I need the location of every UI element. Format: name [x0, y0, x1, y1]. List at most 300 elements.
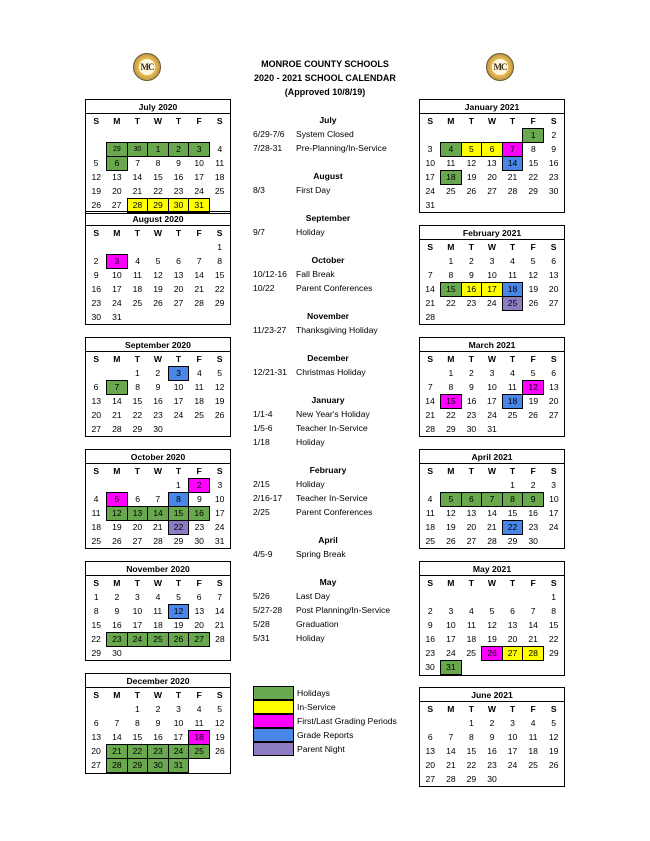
day-cell: 4	[217, 144, 223, 154]
day-cell: 18	[528, 746, 538, 756]
day-cell: 22	[132, 410, 143, 420]
day-cell: 16	[189, 506, 210, 520]
day-cell	[441, 310, 462, 324]
day-cell: 18	[153, 619, 163, 630]
event-row	[253, 225, 443, 239]
week-row	[86, 156, 230, 170]
weekday-label: W	[153, 354, 163, 364]
day-cell: 17	[173, 396, 184, 406]
event-month-heading: November	[306, 311, 350, 321]
day-cell: 24	[425, 186, 436, 196]
legend-item	[253, 742, 433, 756]
day-cell: 28	[153, 536, 163, 546]
weekday-label: W	[153, 690, 163, 700]
day-cell: 9	[155, 718, 161, 728]
weekday-label: T	[134, 690, 141, 700]
day-cell: 24	[214, 522, 225, 532]
week-row	[86, 268, 230, 282]
month-title: March 2021	[420, 338, 564, 352]
day-cell: 30	[194, 536, 204, 546]
weekday-label: T	[468, 578, 475, 588]
event-description: Christmas Holiday	[296, 367, 366, 377]
weekday-label: T	[134, 228, 141, 238]
day-cell	[189, 758, 210, 772]
day-cell: 5	[489, 606, 495, 616]
month-calendar	[85, 211, 231, 325]
day-cell: 28	[507, 186, 518, 196]
legend-label: Grade Reports	[297, 730, 354, 740]
day-cell: 25	[466, 648, 476, 658]
day-cell: 25	[194, 410, 204, 420]
event-date: 5/31	[253, 633, 270, 643]
day-cell	[209, 128, 230, 142]
day-cell: 22	[502, 520, 523, 534]
event-date: 2/15	[253, 479, 270, 489]
day-cell	[86, 128, 107, 142]
day-cell: 26	[91, 200, 102, 210]
day-cell: 21	[194, 284, 204, 294]
day-cell: 14	[132, 172, 143, 182]
day-cell: 13	[91, 396, 102, 406]
day-cell: 11	[507, 381, 517, 392]
day-cell: 10	[549, 494, 559, 504]
day-cell	[86, 702, 107, 716]
day-cell: 10	[194, 158, 204, 169]
day-cell: 3	[427, 144, 433, 154]
week-row	[86, 534, 230, 548]
week-row	[86, 506, 230, 520]
weekday-label: M	[113, 466, 121, 476]
day-cell: 21	[486, 522, 497, 532]
day-cell: 17	[446, 634, 456, 644]
weekday-label: T	[468, 242, 475, 252]
day-cell: 23	[91, 298, 102, 308]
day-cell: 20	[91, 410, 102, 420]
day-cell	[127, 310, 148, 324]
day-cell: 9	[155, 382, 161, 392]
day-cell: 17	[425, 172, 435, 182]
weekday-label: T	[175, 116, 182, 126]
day-cell	[107, 478, 128, 492]
day-cell: 4	[530, 718, 536, 728]
day-cell: 18	[502, 282, 523, 296]
day-cell	[523, 772, 544, 786]
week-row	[86, 716, 230, 730]
week-row	[86, 744, 230, 758]
event-description: Spring Break	[296, 549, 346, 559]
month-calendar	[85, 99, 231, 214]
week-row	[86, 632, 230, 646]
week-row	[86, 758, 230, 772]
weekday-label: W	[153, 578, 163, 588]
day-cell: 15	[507, 508, 518, 518]
day-cell: 16	[112, 619, 122, 630]
day-cell: 2	[469, 368, 474, 378]
weekday-label: T	[175, 353, 182, 364]
day-cell: 15	[548, 620, 559, 630]
day-cell: 12	[446, 508, 456, 519]
legend-label: First/Last Grading Periods	[297, 716, 397, 726]
legend-label: In-Service	[297, 702, 336, 712]
weekday-label: S	[216, 690, 223, 700]
day-cell: 2	[189, 478, 210, 492]
day-cell: 9	[469, 269, 474, 280]
weekday-label: M	[113, 578, 121, 588]
legend-swatch	[253, 714, 294, 728]
weekday-label: T	[468, 704, 475, 714]
day-cell: 23	[466, 298, 477, 309]
legend-label: Holidays	[297, 688, 330, 698]
month-title: September 2020	[86, 338, 230, 352]
day-cell: 28	[425, 312, 436, 322]
event-spacer	[253, 449, 443, 463]
day-cell	[107, 366, 128, 380]
weekday-label: T	[134, 466, 141, 476]
day-cell: 27	[173, 298, 184, 308]
month-calendar	[85, 561, 231, 661]
day-cell: 1	[448, 256, 454, 266]
day-cell: 16	[461, 282, 482, 296]
week-row	[86, 310, 230, 324]
event-row	[253, 589, 443, 603]
weekday-label: T	[134, 116, 141, 126]
day-cell: 10	[132, 606, 143, 616]
day-cell	[543, 772, 564, 786]
event-row	[253, 281, 443, 295]
event-date: 1/5-6	[253, 423, 273, 433]
day-cell: 22	[214, 284, 225, 294]
day-cell: 3	[551, 480, 557, 490]
week-row	[86, 394, 230, 408]
day-cell: 27	[548, 410, 559, 420]
event-date: 5/26	[253, 591, 270, 601]
day-cell: 10	[214, 494, 225, 504]
weekday-label: F	[196, 116, 202, 126]
day-cell: 18	[502, 394, 523, 408]
day-cell: 16	[153, 731, 163, 742]
weekday-label: T	[175, 578, 182, 588]
weekday-label: S	[93, 578, 100, 588]
event-description: Pre-Planning/In-Service	[296, 143, 387, 153]
weekday-label: F	[196, 578, 202, 588]
day-cell: 13	[425, 746, 436, 756]
day-cell	[127, 128, 148, 142]
day-cell: 23	[425, 648, 436, 658]
event-description: Post Planning/In-Service	[296, 605, 391, 615]
day-cell: 22	[466, 760, 477, 770]
day-cell: 7	[502, 142, 523, 156]
day-cell: 8	[530, 144, 536, 155]
day-cell: 25	[148, 632, 169, 646]
event-description: System Closed	[296, 129, 354, 139]
day-cell: 27	[466, 536, 477, 546]
day-cell: 19	[153, 284, 163, 294]
day-cell: 24	[487, 410, 497, 420]
day-cell: 4	[135, 256, 141, 266]
weekday-label: S	[550, 578, 557, 588]
event-month-heading: January	[311, 395, 345, 405]
day-cell: 2	[93, 256, 99, 266]
day-cell: 3	[176, 704, 181, 714]
weekday-label: W	[487, 354, 497, 364]
day-cell: 13	[91, 732, 102, 742]
day-cell: 1	[551, 592, 557, 602]
day-cell: 17	[507, 746, 518, 756]
day-cell: 26	[548, 760, 559, 770]
week-row	[420, 716, 564, 730]
day-cell: 22	[168, 520, 189, 534]
day-cell	[523, 660, 544, 674]
day-cell: 28	[425, 424, 436, 434]
day-cell: 8	[155, 158, 161, 169]
day-cell: 9	[489, 732, 495, 742]
day-cell	[127, 240, 148, 254]
day-cell: 23	[107, 632, 128, 646]
day-cell: 2	[469, 256, 474, 266]
day-cell: 8	[448, 381, 454, 392]
day-cell: 17	[112, 284, 122, 294]
day-cell: 18	[214, 172, 225, 182]
day-cell: 4	[93, 494, 99, 504]
day-cell: 20	[112, 186, 122, 196]
day-cell: 4	[155, 592, 161, 602]
day-cell: 21	[214, 620, 225, 630]
legend-item	[253, 700, 433, 714]
day-cell: 16	[528, 508, 538, 519]
day-cell	[523, 310, 544, 324]
weekday-label: M	[447, 242, 455, 252]
event-date: 1/18	[253, 437, 270, 447]
day-cell: 25	[528, 760, 538, 770]
day-cell: 10	[112, 270, 122, 281]
event-date: 11/23-27	[253, 325, 287, 335]
day-cell: 11	[508, 269, 517, 280]
weekday-label: F	[530, 578, 536, 588]
weekday-label: F	[530, 242, 536, 252]
week-row	[86, 422, 230, 436]
day-cell: 19	[528, 284, 539, 294]
legend-label: Parent Night	[297, 744, 345, 754]
day-cell: 7	[217, 592, 223, 602]
day-cell: 18	[91, 522, 102, 532]
day-cell: 28	[112, 424, 122, 434]
weekday-label: T	[509, 354, 516, 364]
day-cell: 5	[441, 492, 462, 506]
day-cell	[441, 590, 462, 604]
day-cell	[189, 128, 210, 142]
day-cell	[523, 422, 544, 436]
day-cell: 6	[551, 256, 557, 266]
weekday-label: F	[196, 465, 202, 476]
day-cell: 16	[425, 634, 436, 644]
day-cell: 25	[446, 186, 456, 197]
day-cell: 25	[132, 298, 143, 308]
day-cell: 15	[153, 172, 163, 182]
week-row	[420, 758, 564, 772]
day-cell	[482, 478, 503, 492]
day-cell: 19	[112, 522, 122, 533]
logo-left	[133, 53, 161, 81]
weekday-label: F	[530, 354, 536, 364]
day-cell: 27	[425, 774, 436, 784]
legend-item	[253, 728, 433, 742]
week-row	[86, 296, 230, 310]
event-row	[253, 617, 443, 631]
day-cell: 6	[107, 156, 128, 170]
day-cell	[209, 422, 230, 436]
day-cell: 17	[486, 396, 497, 406]
day-cell: 6	[551, 368, 557, 378]
week-row	[86, 646, 230, 660]
month-title: February 2021	[420, 226, 564, 240]
day-cell: 8	[135, 718, 140, 728]
day-cell: 21	[528, 633, 538, 644]
day-cell: 21	[446, 760, 456, 770]
day-cell: 5	[176, 591, 181, 602]
day-cell: 16	[91, 284, 102, 294]
day-cell: 9	[93, 270, 99, 280]
weekday-label: T	[468, 466, 475, 476]
day-cell: 11	[194, 717, 204, 728]
day-cell: 1	[175, 479, 181, 490]
day-cell: 21	[132, 185, 143, 196]
day-cell: 27	[502, 646, 523, 660]
day-cell: 14	[528, 620, 538, 630]
day-cell	[148, 646, 169, 660]
weekday-label: W	[487, 242, 497, 252]
day-cell: 5	[530, 367, 536, 378]
day-cell: 26	[482, 646, 503, 660]
day-cell: 7	[107, 380, 128, 394]
day-cell: 24	[507, 760, 518, 770]
day-cell	[189, 310, 210, 324]
day-cell: 15	[214, 270, 225, 280]
day-cell: 31	[214, 536, 225, 546]
event-date: 5/28	[253, 619, 270, 629]
day-cell: 22	[548, 634, 559, 644]
day-cell	[209, 198, 230, 212]
weekday-label: S	[216, 116, 223, 126]
day-cell: 2	[155, 368, 161, 378]
day-cell: 12	[153, 270, 163, 280]
day-cell: 16	[153, 396, 163, 406]
day-cell: 20	[91, 746, 101, 756]
day-cell: 8	[93, 606, 99, 616]
day-cell	[148, 240, 169, 254]
day-cell: 20	[194, 619, 204, 630]
weekday-label: S	[427, 466, 434, 476]
weekday-label: F	[530, 704, 536, 714]
event-description: Last Day	[296, 591, 330, 601]
day-cell: 13	[486, 158, 497, 169]
day-cell: 8	[502, 492, 523, 506]
day-cell: 31	[112, 312, 122, 322]
event-spacer	[253, 197, 443, 211]
legend-swatch	[253, 686, 294, 700]
day-cell: 26	[215, 746, 225, 756]
day-cell: 5	[461, 142, 482, 156]
day-cell: 8	[135, 382, 141, 392]
day-cell: 17	[482, 282, 503, 296]
day-cell: 23	[528, 522, 539, 532]
event-month-heading: September	[305, 213, 351, 223]
day-cell: 24	[486, 298, 497, 309]
weekday-label: S	[216, 578, 223, 588]
event-spacer	[253, 379, 443, 393]
day-cell: 29	[107, 142, 128, 156]
month-title: January 2021	[420, 100, 564, 114]
day-cell: 19	[446, 522, 456, 532]
day-cell: 5	[217, 368, 223, 378]
day-cell: 1	[217, 242, 223, 252]
day-cell: 15	[441, 282, 462, 296]
event-description: Teacher In-Service	[296, 423, 368, 433]
day-cell	[523, 590, 544, 604]
day-cell: 5	[551, 718, 557, 728]
day-cell: 4	[441, 142, 462, 156]
approval-note: (Approved 10/8/19)	[284, 87, 366, 97]
weekday-label: T	[175, 690, 182, 700]
event-row	[253, 505, 443, 519]
day-cell	[168, 646, 189, 660]
day-cell: 5	[217, 704, 223, 714]
month-title: November 2020	[86, 562, 230, 576]
event-spacer	[253, 295, 443, 309]
day-cell: 7	[530, 606, 536, 616]
weekday-label: W	[487, 578, 497, 588]
day-cell	[189, 646, 210, 660]
event-date: 2/25	[253, 507, 270, 517]
day-cell	[502, 198, 523, 212]
day-cell: 26	[168, 632, 189, 646]
day-cell: 29	[466, 774, 477, 784]
day-cell: 13	[507, 620, 518, 630]
day-cell: 19	[466, 172, 477, 182]
day-cell: 22	[446, 298, 456, 309]
event-row	[253, 547, 443, 561]
event-month-heading: December	[307, 353, 349, 363]
weekday-header	[86, 226, 230, 240]
day-cell: 28	[446, 774, 456, 784]
weekday-label: S	[93, 690, 100, 700]
weekday-label: S	[93, 116, 100, 126]
day-cell: 29	[173, 536, 184, 547]
day-cell: 11	[153, 606, 163, 616]
day-cell	[86, 366, 107, 380]
day-cell: 6	[461, 492, 482, 506]
legend-swatch	[253, 728, 294, 742]
day-cell	[502, 772, 523, 786]
day-cell: 18	[132, 284, 143, 294]
color-legend	[253, 686, 433, 756]
day-cell: 28	[127, 198, 148, 212]
calendar-title: 2020 - 2021 SCHOOL CALENDAR	[254, 73, 396, 83]
day-cell: 30	[153, 424, 163, 434]
day-cell: 12	[91, 172, 102, 182]
week-row	[420, 660, 564, 674]
day-cell: 23	[548, 172, 559, 182]
event-date: 6/29-7/6	[253, 129, 285, 139]
day-cell: 17	[132, 619, 143, 630]
day-cell: 21	[107, 744, 128, 758]
day-cell: 24	[168, 744, 189, 758]
day-cell: 22	[153, 185, 163, 196]
day-cell: 20	[132, 522, 143, 533]
weekday-label: T	[509, 578, 516, 588]
day-cell: 9	[196, 494, 202, 504]
day-cell	[482, 310, 503, 324]
weekday-label: T	[468, 354, 475, 364]
